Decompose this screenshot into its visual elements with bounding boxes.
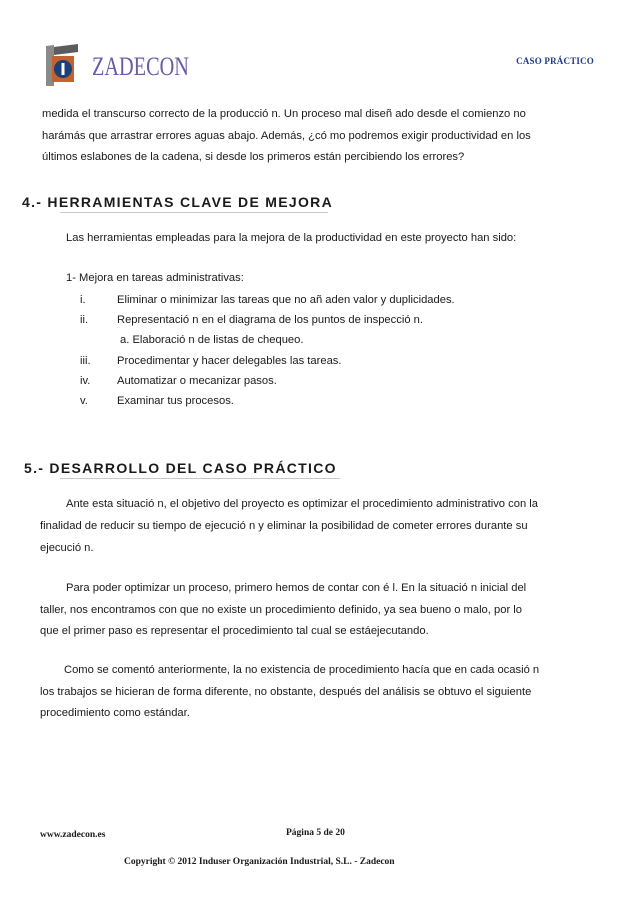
list-item-number: i. [80,294,86,306]
section-4-lead: Las herramientas empleadas para la mejora de la productividad en este proyecto han sido: [66,232,517,244]
list-item-text: Examinar tus procesos. [117,395,234,407]
section-5-heading: 5.- DESARROLLO DEL CASO PRÁCTICO [24,460,337,476]
list-item-text: Eliminar o minimizar las tareas que no añ aden valor y duplicidades. [117,294,455,306]
list-subitem-text: a. Elaboració n de listas de chequeo. [120,334,304,346]
section-5-p2-line-3: que el primer paso es representar el procedimiento tal cual se estáejecutando. [40,625,429,637]
footer-website: www.zadecon.es [40,830,106,840]
section-5-p1-line-2: finalidad de reducir su tiempo de ejecució n y eliminar la posibilidad de cometer errores durante su [40,520,528,532]
zadecon-logo [40,42,189,88]
list-item-text: Representació n en el diagrama de los puntos de inspecció n. [117,314,423,326]
list-item-number: iv. [80,375,91,387]
section-4-heading: 4.- HERRAMIENTAS CLAVE DE MEJORA [22,194,333,210]
intro-line-2: harámás que arrastrar errores aguas abajo. Además, ¿có mo podremos exigir productividad en los [42,129,531,142]
tools-group-title: 1- Mejora en tareas administrativas: [66,272,244,284]
logo-emblem-icon [40,42,92,88]
section-5-p1-line-1: Ante esta situació n, el objetivo del proyecto es optimizar el procedimiento administrativo con la [66,498,538,510]
list-item-number: iii. [80,355,91,367]
footer-page-number: Página 5 de 20 [286,828,345,838]
footer-copyright: Copyright © 2012 Induser Organización Industrial, S.L. - Zadecon [124,857,395,867]
logo-wordmark: ZADECON [92,52,189,81]
list-item-number: ii. [80,314,89,326]
intro-line-3: últimos eslabones de la cadena, si desde los primeros están percibiendo los errores? [42,151,465,163]
list-item-text: Automatizar o mecanizar pasos. [117,375,277,387]
intro-line-1: medida el transcurso correcto de la producció n. Un proceso mal diseñ ado desde el comienzo no [42,108,526,120]
document-label: CASO PRÁCTICO [516,56,594,66]
section-5-p2-line-1: Para poder optimizar un proceso, primero hemos de contar con é l. En la situació n inicial del [66,582,527,594]
section-5-p2-line-2: taller, nos encontramos con que no existe un procedimiento definido, ya sea bueno o malo, por lo [40,603,522,616]
section-5-p3-line-2: los trabajos se hicieran de forma diferente, no obstante, después del análisis se obtuvo el siguiente [40,685,532,698]
section-4-underline [60,212,328,213]
list-item-text: Procedimentar y hacer delegables las tareas. [117,355,342,367]
list-item-number: v. [80,395,88,407]
section-5-p3-line-3: procedimiento como estándar. [40,707,190,719]
section-5-p3-line-1: Como se comentó anteriormente, la no existencia de procedimiento hacía que en cada ocasió n [64,664,540,676]
section-5-p1-line-3: ejecució n. [40,541,94,554]
section-5-underline [60,478,340,479]
